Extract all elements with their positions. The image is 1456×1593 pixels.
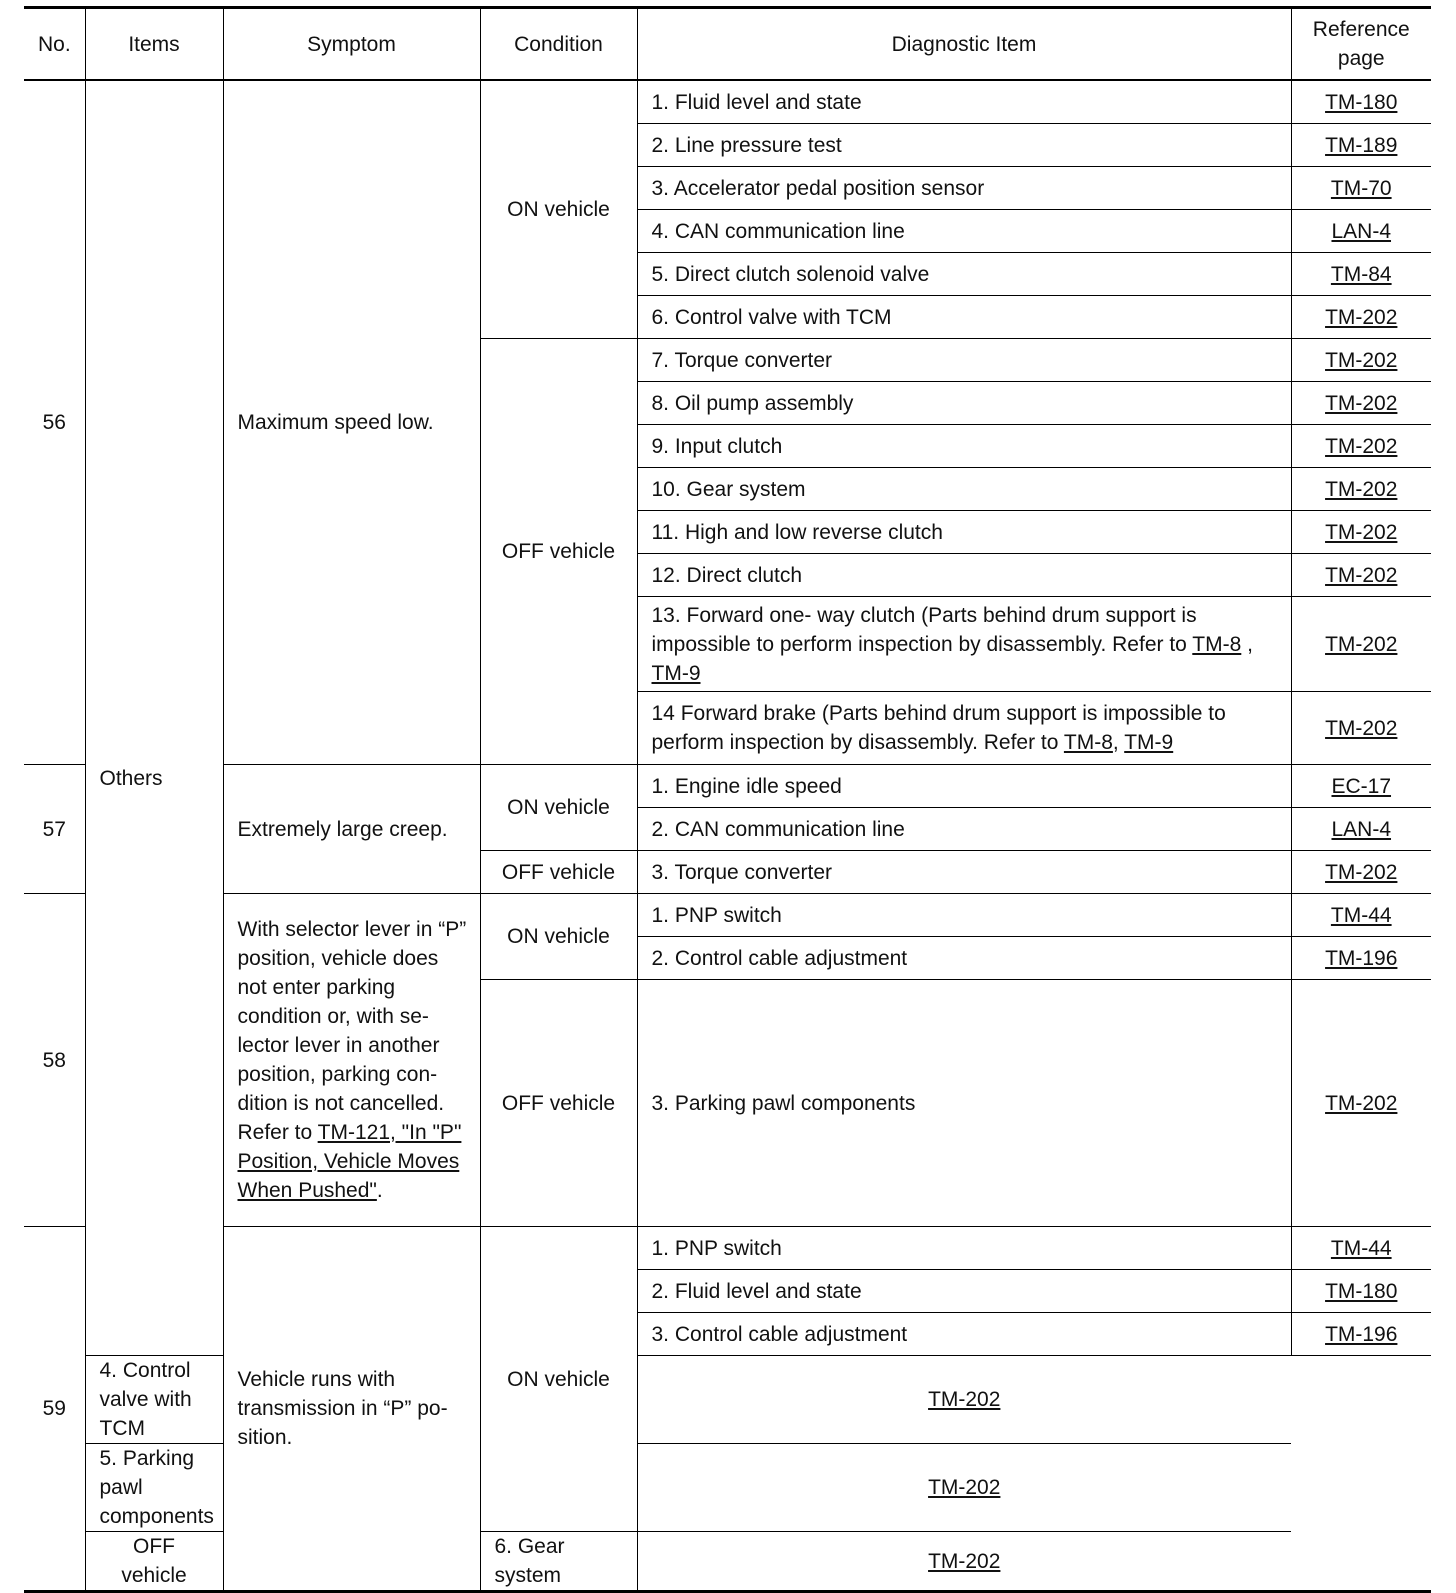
items-others: Others [85, 80, 223, 1356]
diagnostic-item: 5. Direct clutch solenoid valve [637, 253, 1291, 296]
reference-link[interactable]: TM-202 [1325, 520, 1398, 544]
diagnostic-item: 2. Control cable adjustment [637, 937, 1291, 980]
reference-link[interactable]: TM-84 [1330, 262, 1392, 286]
diagnostic-item: 10. Gear system [637, 468, 1291, 511]
row-number-57: 57 [24, 765, 85, 894]
link-separator: , [1112, 731, 1125, 754]
row-number-58: 58 [24, 894, 85, 1227]
diagnostic-item: 1. PNP switch [637, 1227, 1291, 1270]
diagnostic-item: 7. Torque converter [637, 339, 1291, 382]
reference-link[interactable]: TM-202 [1325, 434, 1398, 458]
symptom-end: . [376, 1179, 383, 1202]
diagnostic-item: 2. Fluid level and state [637, 1270, 1291, 1313]
reference-link[interactable]: LAN-4 [1331, 817, 1392, 841]
reference-link[interactable]: TM-202 [1325, 860, 1398, 884]
diagnostic-item: 12. Direct clutch [637, 554, 1291, 597]
header-items: Items [85, 8, 223, 81]
table-row [24, 1227, 1431, 1270]
reference-link[interactable]: TM-180 [1325, 90, 1398, 114]
symptom-text: With selector lever in “P” position, vehicle does not enter parking condition or, with se-lector lever in another position, parking con-dition is not cancelled. Refer to [237, 918, 467, 1144]
link-separator: , [1241, 632, 1253, 656]
reference-link[interactable]: TM-196 [1325, 946, 1398, 970]
condition-on-vehicle: ON vehicle [480, 1227, 637, 1532]
diagnostic-item: 5. Parking pawl components [85, 1444, 223, 1532]
reference-link[interactable]: TM-44 [1330, 903, 1392, 927]
reference-link[interactable]: TM-189 [1325, 133, 1398, 157]
condition-off-vehicle: OFF vehicle [480, 339, 637, 765]
reference-link[interactable]: TM-196 [1325, 1322, 1398, 1346]
diagnostic-item: 3. Torque converter [637, 851, 1291, 894]
table-row [24, 894, 1431, 937]
table-row [24, 80, 1431, 124]
tm-9-link[interactable]: TM-9 [1124, 731, 1174, 754]
reference-link[interactable]: LAN-4 [1331, 219, 1392, 243]
tm-121-link[interactable]: TM-121, "In "P" Position, Vehicle Moves When Pushed" [237, 1121, 462, 1202]
diagnostic-item: 4. CAN communication line [637, 210, 1291, 253]
diagnostic-item: 6. Gear system [480, 1532, 637, 1592]
reference-link[interactable]: TM-202 [1325, 305, 1398, 329]
tm-9-link[interactable]: TM-9 [651, 661, 701, 685]
reference-link[interactable]: TM-202 [928, 1549, 1001, 1573]
condition-on-vehicle: ON vehicle [480, 894, 637, 980]
diagnostic-item [637, 692, 1291, 765]
diagnostic-item: 4. Control valve with TCM [85, 1356, 223, 1444]
header-row [24, 8, 1431, 81]
reference-link[interactable]: TM-180 [1325, 1279, 1398, 1303]
tm-8-link[interactable]: TM-8 [1192, 632, 1242, 656]
header-reference-page: Reference page [1291, 8, 1431, 81]
condition-on-vehicle: ON vehicle [480, 80, 637, 339]
reference-link[interactable]: EC-17 [1331, 774, 1392, 798]
reference-link[interactable]: TM-202 [1325, 563, 1398, 587]
diagnostic-item: 1. PNP switch [637, 894, 1291, 937]
condition-off-vehicle: OFF vehicle [480, 851, 637, 894]
tm-8-link[interactable]: TM-8 [1063, 731, 1113, 754]
reference-link[interactable]: TM-202 [1325, 1091, 1398, 1115]
symptom-56: Maximum speed low. [223, 80, 480, 765]
diagnostic-item: 11. High and low reverse clutch [637, 511, 1291, 554]
reference-link[interactable]: TM-70 [1330, 176, 1392, 200]
diagnostic-item-text: 14 Forward brake (Parts behind drum support is impossible to perform inspection by disassembly. Refer to [651, 702, 1226, 754]
diagnostic-item: 3. Parking pawl components [637, 980, 1291, 1227]
reference-link[interactable]: TM-202 [1325, 632, 1398, 656]
diagnosis-table [24, 6, 1431, 1593]
diagnostic-item: 2. CAN communication line [637, 808, 1291, 851]
diagnostic-item: 6. Control valve with TCM [637, 296, 1291, 339]
symptom-58 [223, 894, 480, 1227]
diagnostic-item: 1. Engine idle speed [637, 765, 1291, 808]
table-row [24, 765, 1431, 808]
diagnostic-item: 3. Control cable adjustment [637, 1313, 1291, 1356]
condition-on-vehicle: ON vehicle [480, 765, 637, 851]
diagnostic-item: 1. Fluid level and state [637, 80, 1291, 124]
header-no: No. [24, 8, 85, 81]
diagnostic-item [637, 597, 1291, 692]
diagnostic-item: 3. Accelerator pedal position sensor [637, 167, 1291, 210]
reference-link[interactable]: TM-202 [928, 1476, 1001, 1499]
reference-link[interactable]: TM-202 [1325, 716, 1398, 740]
diagnostic-item: 8. Oil pump assembly [637, 382, 1291, 425]
symptom-57: Extremely large creep. [223, 765, 480, 894]
row-number-56: 56 [24, 80, 85, 765]
header-symptom: Symptom [223, 8, 480, 81]
reference-link[interactable]: TM-202 [1325, 348, 1398, 372]
reference-link[interactable]: TM-44 [1330, 1236, 1392, 1260]
diagnostic-item: 9. Input clutch [637, 425, 1291, 468]
reference-link[interactable]: TM-202 [928, 1388, 1001, 1411]
diagnostic-item: 2. Line pressure test [637, 124, 1291, 167]
reference-link[interactable]: TM-202 [1325, 391, 1398, 415]
row-number-59: 59 [24, 1227, 85, 1592]
reference-link[interactable]: TM-202 [1325, 477, 1398, 501]
condition-off-vehicle: OFF vehicle [85, 1532, 223, 1592]
symptom-59: Vehicle runs with transmission in “P” po-sition. [223, 1227, 480, 1592]
condition-off-vehicle: OFF vehicle [480, 980, 637, 1227]
header-diagnostic-item: Diagnostic Item [637, 8, 1291, 81]
header-condition: Condition [480, 8, 637, 81]
diagnostic-item-text: 13. Forward one- way clutch (Parts behind drum support is impossible to perform inspection by disassembly. Refer to [651, 603, 1197, 656]
